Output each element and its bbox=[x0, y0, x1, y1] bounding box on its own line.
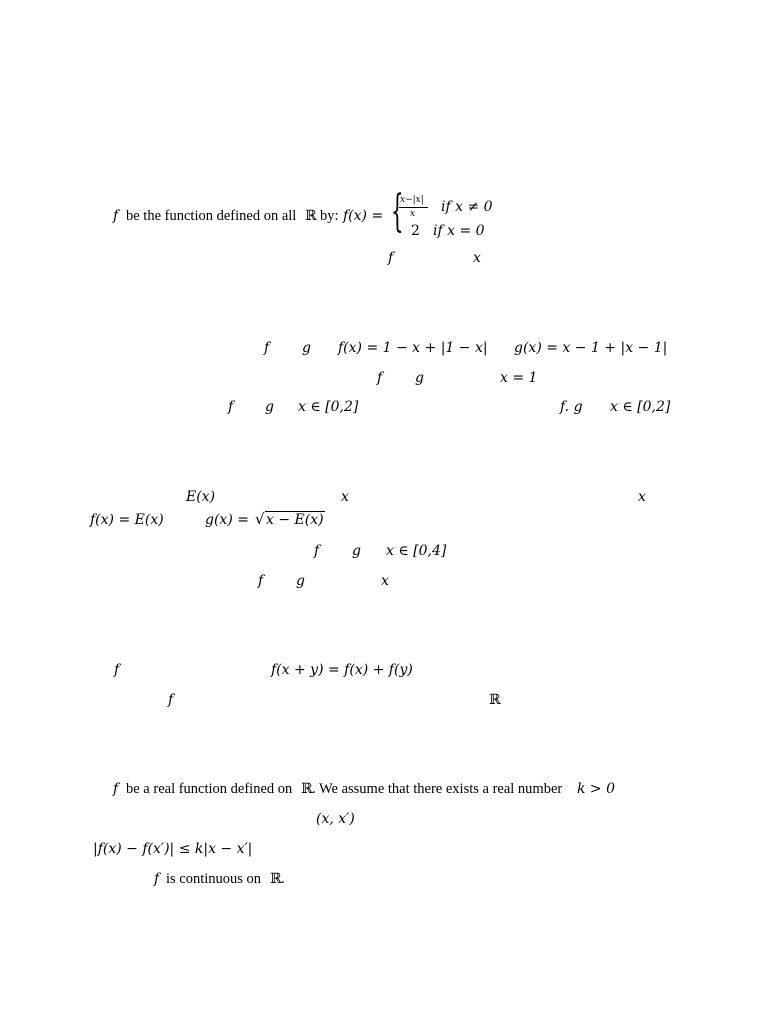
ex1-fraction-denominator: x bbox=[410, 209, 416, 219]
ex2-line1-f: f bbox=[264, 340, 270, 356]
ex1-text-a: be the function defined on all bbox=[126, 208, 297, 224]
ex3-line4-f: f bbox=[258, 573, 264, 589]
ex1-fraction-numerator: x−|x| bbox=[400, 195, 424, 205]
ex5-line4-reals: ℝ bbox=[270, 871, 282, 887]
ex2-product-fg: f. g bbox=[560, 399, 583, 415]
ex5-pair: (x, x′) bbox=[316, 811, 355, 827]
ex1-fraction-bar bbox=[399, 207, 428, 208]
ex5-line4-period: . bbox=[281, 871, 285, 887]
ex5-line4-f: f bbox=[154, 871, 160, 887]
ex1-piecewise-brace: { bbox=[391, 186, 404, 237]
ex5-line4-text: is continuous on bbox=[166, 871, 262, 887]
ex1-fx-eq: f(x) = bbox=[343, 208, 384, 224]
ex2-interval-2: x ∈ [0,2] bbox=[610, 399, 671, 415]
ex1-line2-f: f bbox=[388, 250, 394, 266]
ex3-line4-g: g bbox=[296, 573, 305, 589]
ex2-interval-1: x ∈ [0,2] bbox=[298, 399, 359, 415]
ex1-text-b: by: bbox=[320, 208, 339, 224]
ex2-point-x1: x = 1 bbox=[500, 370, 538, 386]
ex3-sqrt-argument: x − E(x) bbox=[266, 512, 324, 528]
ex3-f-definition: f(x) = E(x) bbox=[90, 512, 164, 528]
ex5-lipschitz-inequality: |f(x) − f(x′)| ≤ k|x − x′| bbox=[93, 841, 253, 857]
ex2-line3-f: f bbox=[228, 399, 234, 415]
ex3-line1-x2: x bbox=[638, 489, 646, 505]
ex4-additivity-equation: f(x + y) = f(x) + f(y) bbox=[271, 662, 413, 678]
ex3-sqrt-sign: √ bbox=[255, 510, 265, 528]
ex3-g-prefix: g(x) = bbox=[205, 512, 249, 528]
ex1-case2-condition: if x = 0 bbox=[433, 223, 485, 239]
ex3-line4-x: x bbox=[381, 573, 389, 589]
ex5-text-b: . We assume that there exists a real number bbox=[312, 781, 563, 797]
ex4-line2-f: f bbox=[168, 692, 174, 708]
ex1-reals-symbol: ℝ bbox=[305, 208, 317, 224]
ex2-f-definition: f(x) = 1 − x + |1 − x| bbox=[338, 340, 488, 356]
ex3-interval: x ∈ [0,4] bbox=[386, 543, 447, 559]
ex1-line2-x: x bbox=[473, 250, 481, 266]
ex4-reals-symbol: ℝ bbox=[489, 692, 501, 708]
ex4-line1-f: f bbox=[114, 662, 120, 678]
ex1-case2-value: 2 bbox=[411, 223, 420, 239]
ex2-line2-g: g bbox=[415, 370, 424, 386]
ex2-line2-f: f bbox=[377, 370, 383, 386]
ex2-line3-g: g bbox=[265, 399, 274, 415]
ex2-g-definition: g(x) = x − 1 + |x − 1| bbox=[514, 340, 668, 356]
ex5-f-symbol: f bbox=[113, 781, 119, 797]
ex1-f-symbol: f bbox=[113, 208, 119, 224]
ex3-line3-g: g bbox=[352, 543, 361, 559]
ex3-floor-E: E(x) bbox=[186, 489, 216, 505]
ex3-line3-f: f bbox=[314, 543, 320, 559]
ex1-case1-condition: if x ≠ 0 bbox=[441, 199, 493, 215]
ex3-line1-x1: x bbox=[341, 489, 349, 505]
ex2-line1-g: g bbox=[302, 340, 311, 356]
ex5-k-positive: k > 0 bbox=[577, 781, 616, 797]
ex5-text-a: be a real function defined on bbox=[126, 781, 293, 797]
ex5-reals-symbol: ℝ bbox=[301, 781, 313, 797]
